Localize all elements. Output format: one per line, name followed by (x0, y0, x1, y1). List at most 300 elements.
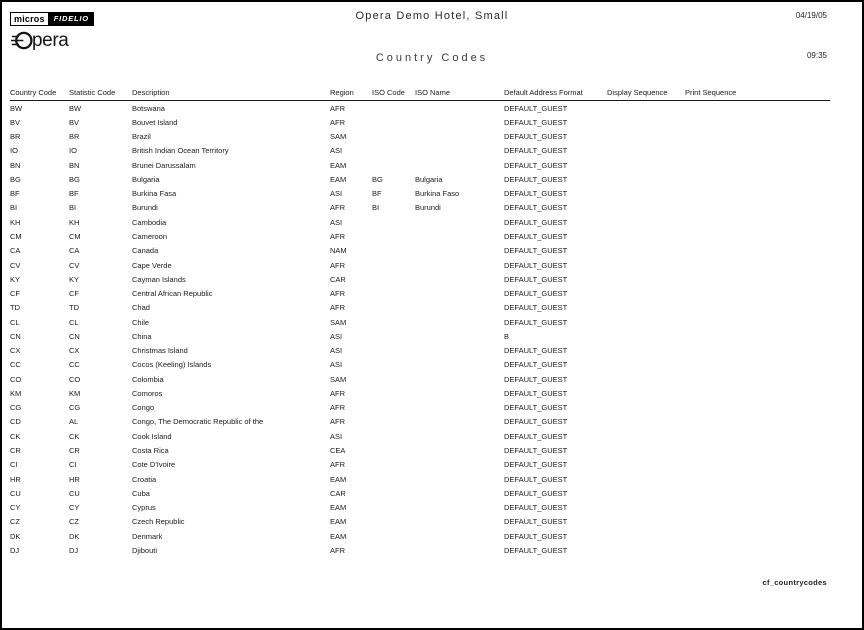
cell-statistic-code: KM (69, 388, 81, 398)
cell-default-address-format: DEFAULT_GUEST (504, 103, 568, 113)
cell-description: Denmark (132, 531, 163, 541)
cell-display-sequence (607, 301, 685, 315)
cell-region: AFR (330, 388, 345, 398)
cell-region: SAM (330, 132, 347, 142)
cell-iso-code (372, 500, 415, 514)
cell-country-code: BR (10, 132, 21, 142)
cell-statistic-code: AL (69, 417, 79, 427)
cell-statistic-code: BV (69, 117, 80, 127)
cell-iso-name (415, 229, 504, 243)
cell-region: AFR (330, 117, 345, 127)
cell-default-address-format: DEFAULT_GUEST (504, 289, 568, 299)
cell-country-code: CY (10, 503, 21, 513)
cell-iso-code (372, 543, 415, 557)
cell-region: ASI (330, 146, 343, 156)
cell-print-sequence (685, 101, 830, 116)
cell-description: China (132, 331, 152, 341)
cell-iso-code (372, 515, 415, 529)
col-header-iso-code: ISO Code (372, 88, 415, 101)
cell-iso-name (415, 215, 504, 229)
cell-print-sequence (685, 344, 830, 358)
cell-default-address-format: DEFAULT_GUEST (504, 431, 568, 441)
cell-default-address-format: DEFAULT_GUEST (504, 246, 568, 256)
table-row (10, 515, 830, 529)
cell-region: EAM (330, 174, 347, 184)
col-header-display-sequence: Display Sequence (607, 88, 685, 101)
cell-region: AFR (330, 460, 345, 470)
cell-display-sequence (607, 115, 685, 129)
cell-statistic-code: CG (69, 403, 81, 413)
cell-iso-name (415, 115, 504, 129)
cell-statistic-code: KH (69, 217, 80, 227)
cell-description: Cameroon (132, 232, 168, 242)
table-row (10, 158, 830, 172)
cell-country-code: IO (10, 146, 18, 156)
cell-iso-code (372, 358, 415, 372)
cell-display-sequence (607, 130, 685, 144)
table-row (10, 301, 830, 315)
cell-iso-code (372, 301, 415, 315)
cell-region: ASI (330, 217, 343, 227)
cell-display-sequence (607, 187, 685, 201)
cell-iso-code (372, 472, 415, 486)
cell-iso-name (415, 301, 504, 315)
cell-default-address-format: DEFAULT_GUEST (504, 203, 568, 213)
cell-iso-name (415, 358, 504, 372)
cell-country-code: BF (10, 189, 20, 199)
cell-region: EAM (330, 531, 347, 541)
cell-statistic-code: CZ (69, 517, 79, 527)
cell-statistic-code: BF (69, 189, 79, 199)
cell-statistic-code: CN (69, 331, 80, 341)
cell-statistic-code: DJ (69, 545, 79, 555)
cell-description: Chad (132, 303, 150, 313)
table-row (10, 386, 830, 400)
cell-iso-name (415, 144, 504, 158)
cell-statistic-code: TD (69, 303, 79, 313)
cell-description: Brazil (132, 132, 151, 142)
col-header-country-code: Country Code (10, 88, 69, 101)
table-row (10, 358, 830, 372)
cell-description: Croatia (132, 474, 157, 484)
table-row (10, 144, 830, 158)
cell-statistic-code: CR (69, 446, 80, 455)
cell-print-sequence (685, 286, 830, 300)
cell-display-sequence (607, 486, 685, 500)
cell-display-sequence (607, 201, 685, 215)
cell-default-address-format: DEFAULT_GUEST (504, 274, 568, 284)
cell-region: EAM (330, 474, 347, 484)
cell-description: Cambodia (132, 217, 167, 227)
country-codes-table (10, 88, 830, 558)
cell-display-sequence (607, 329, 685, 343)
cell-region: CAR (330, 488, 346, 498)
cell-display-sequence (607, 443, 685, 457)
cell-iso-name (415, 258, 504, 272)
cell-default-address-format: DEFAULT_GUEST (504, 232, 568, 242)
cell-country-code: BN (10, 160, 21, 170)
col-header-statistic-code: Statistic Code (69, 88, 132, 101)
table-row (10, 172, 830, 186)
cell-description: Botswana (132, 103, 165, 113)
cell-description: Costa Rica (132, 446, 169, 455)
cell-display-sequence (607, 401, 685, 415)
cell-default-address-format: DEFAULT_GUEST (504, 317, 568, 327)
cell-statistic-code: BG (69, 174, 80, 184)
cell-print-sequence (685, 529, 830, 543)
cell-default-address-format: B (504, 331, 510, 341)
cell-display-sequence (607, 529, 685, 543)
cell-description: Bouvet Island (132, 117, 178, 127)
cell-display-sequence (607, 515, 685, 529)
cell-default-address-format: DEFAULT_GUEST (504, 217, 568, 227)
cell-iso-name (415, 329, 504, 343)
cell-display-sequence (607, 372, 685, 386)
cell-region: SAM (330, 317, 347, 327)
cell-description: Cocos (Keeling) Islands (132, 360, 212, 370)
cell-country-code: HR (10, 474, 21, 484)
cell-default-address-format: DEFAULT_GUEST (504, 346, 568, 356)
col-header-iso-name: ISO Name (415, 88, 504, 101)
cell-print-sequence (685, 386, 830, 400)
cell-iso-code (372, 115, 415, 129)
cell-description: Djibouti (132, 545, 158, 555)
cell-iso-name (415, 529, 504, 543)
cell-country-code: CI (10, 460, 18, 470)
cell-country-code: CO (10, 374, 22, 384)
cell-region: AFR (330, 403, 345, 413)
cell-display-sequence (607, 244, 685, 258)
cell-region: AFR (330, 103, 345, 113)
cell-country-code: CC (10, 360, 21, 370)
table-row (10, 329, 830, 343)
cell-statistic-code: DK (69, 531, 80, 541)
cell-region: AFR (330, 289, 345, 299)
cell-print-sequence (685, 500, 830, 514)
cell-country-code: CN (10, 331, 21, 341)
cell-statistic-code: CI (69, 460, 77, 470)
cell-print-sequence (685, 229, 830, 243)
cell-country-code: CG (10, 403, 22, 413)
table-row (10, 229, 830, 243)
cell-region: ASI (330, 189, 343, 199)
cell-print-sequence (685, 201, 830, 215)
cell-description: Brunei Darussalam (132, 160, 196, 170)
cell-default-address-format: DEFAULT_GUEST (504, 260, 568, 270)
cell-print-sequence (685, 301, 830, 315)
cell-description: Cuba (132, 488, 150, 498)
table-row (10, 401, 830, 415)
cell-region: ASI (330, 346, 343, 356)
cell-iso-code: BI (372, 203, 380, 213)
cell-region: EAM (330, 503, 347, 513)
col-header-region: Region (330, 88, 372, 101)
cell-iso-code (372, 158, 415, 172)
cell-description: Cyprus (132, 503, 156, 513)
cell-iso-code (372, 386, 415, 400)
opera-logo (11, 29, 68, 52)
table-row (10, 458, 830, 472)
cell-print-sequence (685, 115, 830, 129)
cell-default-address-format: DEFAULT_GUEST (504, 474, 568, 484)
cell-default-address-format: DEFAULT_GUEST (504, 517, 568, 527)
cell-iso-name (415, 515, 504, 529)
cell-iso-name (415, 158, 504, 172)
cell-iso-code (372, 529, 415, 543)
cell-region: AFR (330, 303, 345, 313)
cell-description: Chile (132, 317, 150, 327)
cell-region: AFR (330, 417, 345, 427)
cell-default-address-format: DEFAULT_GUEST (504, 403, 568, 413)
cell-display-sequence (607, 429, 685, 443)
cell-description: British Indian Ocean Territory (132, 146, 229, 156)
cell-statistic-code: BI (69, 203, 77, 213)
cell-statistic-code: CC (69, 360, 80, 370)
cell-statistic-code: CK (69, 431, 80, 441)
cell-statistic-code: CA (69, 246, 80, 256)
cell-country-code: CR (10, 446, 21, 455)
cell-iso-code (372, 344, 415, 358)
cell-default-address-format: DEFAULT_GUEST (504, 374, 568, 384)
cell-print-sequence (685, 358, 830, 372)
table-row (10, 201, 830, 215)
cell-iso-name (415, 386, 504, 400)
cell-iso-code (372, 144, 415, 158)
table-row (10, 115, 830, 129)
table-row (10, 286, 830, 300)
cell-region: AFR (330, 260, 345, 270)
cell-iso-code (372, 130, 415, 144)
cell-iso-name: Burkina Faso (415, 189, 460, 199)
cell-default-address-format: DEFAULT_GUEST (504, 446, 568, 455)
cell-iso-name (415, 458, 504, 472)
cell-iso-code: BG (372, 174, 383, 184)
cell-description: Cape Verde (132, 260, 172, 270)
cell-iso-name (415, 429, 504, 443)
fidelio-wordmark: FIDELIO (49, 12, 94, 26)
cell-country-code: KM (10, 388, 22, 398)
cell-description: Congo (132, 403, 155, 413)
page-title: Country Codes (375, 52, 489, 64)
cell-print-sequence (685, 458, 830, 472)
cell-iso-code (372, 415, 415, 429)
cell-statistic-code: BN (69, 160, 80, 170)
cell-iso-name (415, 500, 504, 514)
cell-region: CAR (330, 274, 346, 284)
cell-default-address-format: DEFAULT_GUEST (504, 303, 568, 313)
cell-statistic-code: IO (69, 146, 77, 156)
cell-print-sequence (685, 372, 830, 386)
cell-region: ASI (330, 360, 343, 370)
cell-iso-code (372, 244, 415, 258)
cell-description: Cote D'Ivoire (132, 460, 176, 470)
cell-statistic-code: CX (69, 346, 80, 356)
cell-display-sequence (607, 258, 685, 272)
cell-print-sequence (685, 401, 830, 415)
table-row (10, 529, 830, 543)
cell-country-code: BW (10, 103, 23, 113)
cell-default-address-format: DEFAULT_GUEST (504, 545, 568, 555)
cell-iso-name (415, 372, 504, 386)
col-header-print-sequence: Print Sequence (685, 88, 830, 101)
cell-region: EAM (330, 160, 347, 170)
cell-iso-code (372, 272, 415, 286)
table-row (10, 315, 830, 329)
cell-region: ASI (330, 431, 343, 441)
cell-description: Comoros (132, 388, 163, 398)
cell-iso-name: Burundi (415, 203, 441, 213)
cell-iso-code (372, 329, 415, 343)
cell-default-address-format: DEFAULT_GUEST (504, 503, 568, 513)
table-header-row (10, 88, 830, 101)
cell-print-sequence (685, 486, 830, 500)
cell-description: Colombia (132, 374, 164, 384)
cell-print-sequence (685, 244, 830, 258)
cell-region: CEA (330, 446, 346, 455)
cell-print-sequence (685, 144, 830, 158)
hotel-name: Opera Demo Hotel, Small (355, 10, 509, 22)
cell-country-code: BV (10, 117, 21, 127)
cell-default-address-format: DEFAULT_GUEST (504, 160, 568, 170)
cell-print-sequence (685, 443, 830, 457)
cell-display-sequence (607, 286, 685, 300)
cell-description: Burkina Fasa (132, 189, 177, 199)
table-row (10, 415, 830, 429)
table-row (10, 215, 830, 229)
cell-display-sequence (607, 415, 685, 429)
cell-statistic-code: BW (69, 103, 82, 113)
cell-display-sequence (607, 386, 685, 400)
cell-iso-code (372, 315, 415, 329)
cell-country-code: KY (10, 274, 21, 284)
col-header-default-address-format: Default Address Format (504, 88, 607, 101)
cell-country-code: KH (10, 217, 21, 227)
opera-o-icon (11, 29, 34, 52)
cell-iso-code (372, 401, 415, 415)
cell-country-code: CX (10, 346, 21, 356)
cell-iso-name (415, 130, 504, 144)
cell-iso-code (372, 258, 415, 272)
col-header-description: Description (132, 88, 330, 101)
cell-statistic-code: CU (69, 488, 80, 498)
cell-display-sequence (607, 158, 685, 172)
cell-statistic-code: CM (69, 232, 81, 242)
cell-print-sequence (685, 258, 830, 272)
cell-statistic-code: KY (69, 274, 80, 284)
cell-iso-code (372, 215, 415, 229)
table-row (10, 101, 830, 116)
cell-default-address-format: DEFAULT_GUEST (504, 460, 568, 470)
table-row (10, 486, 830, 500)
cell-region: NAM (330, 246, 347, 256)
cell-print-sequence (685, 158, 830, 172)
cell-country-code: CZ (10, 517, 20, 527)
cell-iso-name (415, 286, 504, 300)
cell-print-sequence (685, 543, 830, 557)
cell-statistic-code: CF (69, 289, 79, 299)
report-id: cf_countrycodes (762, 578, 827, 587)
cell-display-sequence (607, 272, 685, 286)
cell-display-sequence (607, 101, 685, 116)
cell-iso-code (372, 458, 415, 472)
cell-default-address-format: DEFAULT_GUEST (504, 132, 568, 142)
cell-display-sequence (607, 229, 685, 243)
cell-display-sequence (607, 500, 685, 514)
table-row (10, 472, 830, 486)
report-date: 04/19/05 (795, 11, 827, 20)
cell-default-address-format: DEFAULT_GUEST (504, 488, 568, 498)
cell-default-address-format: DEFAULT_GUEST (504, 388, 568, 398)
cell-region: EAM (330, 517, 347, 527)
micros-wordmark: micros (10, 12, 49, 26)
cell-print-sequence (685, 272, 830, 286)
table-row (10, 272, 830, 286)
cell-description: Congo, The Democratic Republic of the (132, 417, 264, 427)
cell-iso-code (372, 443, 415, 457)
table-row (10, 187, 830, 201)
cell-default-address-format: DEFAULT_GUEST (504, 417, 568, 427)
cell-default-address-format: DEFAULT_GUEST (504, 360, 568, 370)
cell-display-sequence (607, 472, 685, 486)
opera-wordmark: pera (32, 30, 69, 51)
cell-description: Cayman Islands (132, 274, 186, 284)
cell-iso-name (415, 486, 504, 500)
cell-iso-name (415, 543, 504, 557)
cell-print-sequence (685, 415, 830, 429)
cell-description: Canada (132, 246, 159, 256)
cell-description: Cook Island (132, 431, 172, 441)
cell-country-code: CA (10, 246, 21, 256)
cell-display-sequence (607, 315, 685, 329)
table-row (10, 443, 830, 457)
cell-print-sequence (685, 472, 830, 486)
cell-display-sequence (607, 358, 685, 372)
cell-description: Czech Republic (132, 517, 185, 527)
cell-iso-code (372, 372, 415, 386)
cell-statistic-code: CL (69, 317, 79, 327)
cell-statistic-code: CO (69, 374, 81, 384)
cell-country-code: BG (10, 174, 21, 184)
cell-iso-name (415, 344, 504, 358)
cell-country-code: CL (10, 317, 20, 327)
cell-statistic-code: HR (69, 474, 80, 484)
cell-iso-name (415, 401, 504, 415)
cell-print-sequence (685, 172, 830, 186)
cell-country-code: CM (10, 232, 22, 242)
cell-country-code: CD (10, 417, 21, 427)
cell-iso-name (415, 101, 504, 116)
cell-description: Christmas Island (132, 346, 188, 356)
cell-description: Burundi (132, 203, 158, 213)
cell-default-address-format: DEFAULT_GUEST (504, 117, 568, 127)
cell-country-code: BI (10, 203, 18, 213)
table-row (10, 244, 830, 258)
cell-country-code: CU (10, 488, 21, 498)
cell-display-sequence (607, 172, 685, 186)
cell-iso-code (372, 101, 415, 116)
cell-default-address-format: DEFAULT_GUEST (504, 146, 568, 156)
cell-country-code: CF (10, 289, 20, 299)
cell-description: Bulgaria (132, 174, 160, 184)
table-row (10, 429, 830, 443)
table-row (10, 344, 830, 358)
cell-print-sequence (685, 329, 830, 343)
cell-region: ASI (330, 331, 343, 341)
table-row (10, 258, 830, 272)
cell-iso-name (415, 244, 504, 258)
cell-statistic-code: BR (69, 132, 80, 142)
cell-display-sequence (607, 344, 685, 358)
